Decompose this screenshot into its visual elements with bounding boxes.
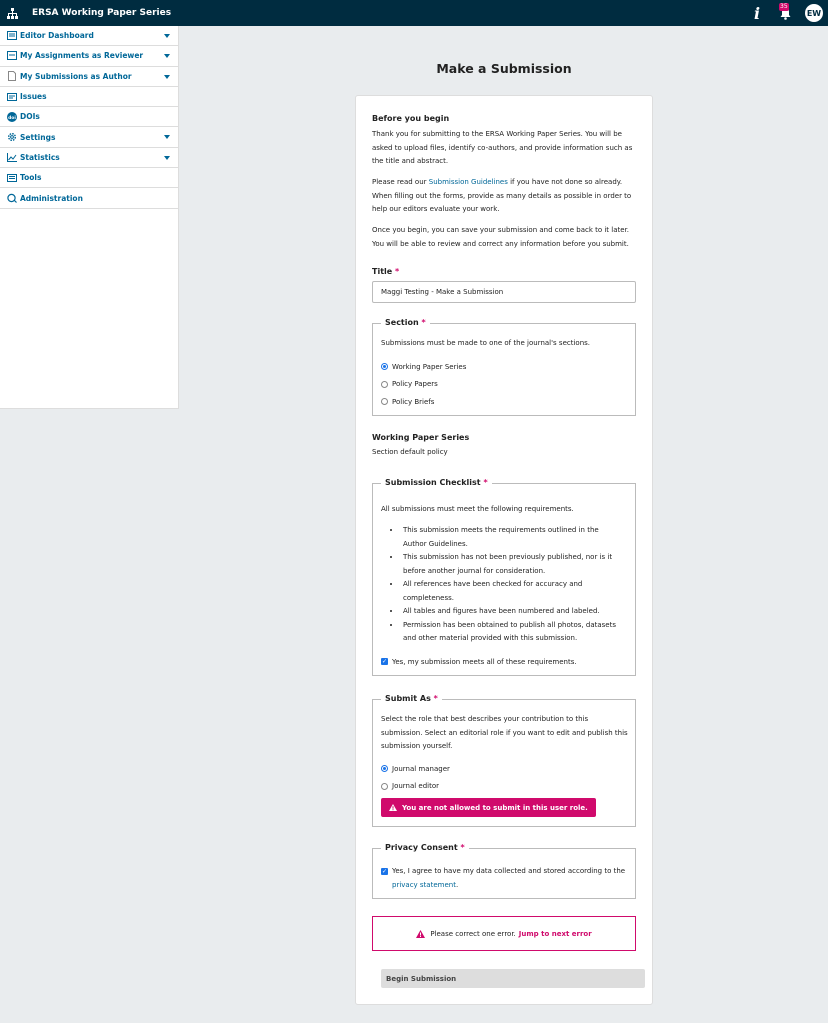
section-option-working-paper-series[interactable] xyxy=(381,358,466,376)
list-item: • This submission has not been previously published, nor is it before another journal for consideration. xyxy=(401,551,621,578)
sidebar-item-label: Issues xyxy=(20,92,47,102)
warning-icon xyxy=(389,804,397,811)
sidebar-item-dois[interactable] xyxy=(0,107,178,127)
sidebar-item-editor-dashboard[interactable] xyxy=(0,26,178,46)
radio-selected-icon[interactable] xyxy=(381,363,388,370)
checklist-legend-text: Submission Checklist xyxy=(385,478,481,487)
user-avatar[interactable]: EW xyxy=(805,4,823,22)
required-asterisk: * xyxy=(395,267,400,276)
svg-text:doi: doi xyxy=(7,115,16,121)
notification-count-badge: 35 xyxy=(780,3,788,10)
title-input[interactable]: Maggi Testing - Make a Submission xyxy=(372,281,636,303)
dashboard-icon xyxy=(6,30,17,41)
privacy-statement-link[interactable]: privacy statement xyxy=(392,880,456,889)
list-item: • This submission meets the requirements outlined in the Author Guidelines. xyxy=(401,524,621,551)
section-policy-heading: Working Paper Series xyxy=(372,433,470,442)
radio-icon[interactable] xyxy=(381,381,388,388)
checkbox-label: Yes, my submission meets all of these requirements. xyxy=(392,657,577,666)
radio-selected-icon[interactable] xyxy=(381,765,388,772)
save-later-paragraph: Once you begin, you can save your submission and come back to it later. You will be able to review and correct any information before you submit. xyxy=(372,226,630,248)
sidebar-item-label: DOIs xyxy=(20,112,40,122)
checklist-intro: All submissions must meet the following requirements. xyxy=(381,505,574,513)
submit-as-description: Select the role that best describes your contribution to this submission. Select an editorial role if you want to edit and publish this submission yourself. xyxy=(381,715,628,750)
required-asterisk: * xyxy=(433,694,438,703)
notifications-button[interactable] xyxy=(775,3,795,23)
chevron-down-icon[interactable] xyxy=(164,54,170,58)
sidebar-item-reviewer-assignments[interactable] xyxy=(0,46,178,66)
section-legend-text: Section xyxy=(385,318,419,327)
checkbox-checked-icon[interactable]: ✓ xyxy=(381,658,388,666)
radio-icon[interactable] xyxy=(381,783,388,790)
sidebar-item-label: Tools xyxy=(20,173,42,183)
submit-as-fieldset xyxy=(372,694,636,827)
required-asterisk: * xyxy=(421,318,426,327)
warning-icon xyxy=(416,930,425,938)
role-error-message xyxy=(381,798,596,817)
radio-label: Policy Briefs xyxy=(392,397,435,406)
privacy-legend xyxy=(381,843,469,852)
section-option-policy-briefs[interactable] xyxy=(381,393,466,411)
sidebar-item-tools[interactable] xyxy=(0,168,178,188)
begin-submission-button[interactable]: Begin Submission xyxy=(381,969,645,988)
required-asterisk: * xyxy=(483,478,488,487)
radio-label: Working Paper Series xyxy=(392,362,467,371)
tools-icon xyxy=(6,172,17,183)
sidebar-item-settings[interactable] xyxy=(0,127,178,147)
sidebar-item-label: Statistics xyxy=(20,152,60,162)
admin-icon xyxy=(6,193,17,204)
required-asterisk: * xyxy=(460,843,465,852)
review-icon xyxy=(6,50,17,61)
sidebar-item-label: My Assignments as Reviewer xyxy=(20,51,144,61)
submit-as-legend xyxy=(381,694,442,703)
sidebar-item-author-submissions[interactable] xyxy=(0,67,178,87)
site-title[interactable]: ERSA Working Paper Series xyxy=(32,8,172,18)
checklist-confirm[interactable] xyxy=(381,653,577,671)
gear-icon xyxy=(6,132,17,143)
chart-icon xyxy=(6,152,17,163)
document-icon xyxy=(6,71,17,82)
list-item: • All tables and figures have been numbered and labeled. xyxy=(401,605,621,619)
privacy-label xyxy=(392,865,631,892)
sidebar-item-administration[interactable] xyxy=(0,188,178,208)
list-item: • Permission has been obtained to publish all photos, datasets and other material provided with this submission. xyxy=(401,619,621,646)
sidebar-item-statistics[interactable] xyxy=(0,148,178,168)
submit-as-legend-text: Submit As xyxy=(385,694,431,703)
before-heading: Before you begin xyxy=(372,114,450,123)
doi-icon xyxy=(6,111,17,122)
top-header xyxy=(0,0,828,26)
sidebar-item-label: Administration xyxy=(20,193,83,203)
intro-paragraph: Thank you for submitting to the ERSA Working Paper Series. You will be asked to upload files, identify co-authors, and provide information such as the title and abstract. xyxy=(372,130,633,165)
chevron-down-icon[interactable] xyxy=(164,75,170,79)
guidelines-text-post: if you have not done so already. When filling out the forms, provide as many details as possible in order to help our editors evaluate your work. xyxy=(372,178,632,213)
checklist-fieldset xyxy=(372,478,636,676)
section-description: Submissions must be made to one of the journal's sections. xyxy=(381,339,591,347)
title-label-text: Title xyxy=(372,267,393,276)
info-icon[interactable]: i xyxy=(753,3,761,23)
radio-icon[interactable] xyxy=(381,398,388,405)
title-label xyxy=(372,267,399,276)
form-error-text: Please correct one error. xyxy=(430,929,516,938)
issues-icon xyxy=(6,91,17,102)
list-item: • All references have been checked for accuracy and completeness. xyxy=(401,578,621,605)
checklist-items xyxy=(381,524,621,646)
role-option-journal-editor[interactable] xyxy=(381,778,450,796)
checkbox-checked-icon[interactable]: ✓ xyxy=(381,868,388,875)
role-error-text: You are not allowed to submit in this user role. xyxy=(402,803,588,812)
privacy-fieldset xyxy=(372,843,636,899)
sidebar-nav xyxy=(0,26,179,409)
privacy-text-pre: Yes, I agree to have my data collected and stored according to the xyxy=(392,867,626,875)
sitemap-icon[interactable] xyxy=(0,0,24,26)
radio-label: Journal manager xyxy=(392,764,450,773)
radio-label: Journal editor xyxy=(392,782,440,791)
privacy-legend-text: Privacy Consent xyxy=(385,843,458,852)
sidebar-item-label: My Submissions as Author xyxy=(20,71,132,81)
role-option-journal-manager[interactable] xyxy=(381,760,450,778)
section-fieldset xyxy=(372,318,636,416)
submission-form-card xyxy=(355,95,653,1005)
sidebar-item-issues[interactable] xyxy=(0,87,178,107)
chevron-down-icon[interactable] xyxy=(164,34,170,38)
section-legend xyxy=(381,318,430,327)
section-option-policy-papers[interactable] xyxy=(381,376,466,394)
guidelines-text-pre: Please read our xyxy=(372,178,429,186)
form-error-summary xyxy=(372,916,636,951)
section-policy-text: Section default policy xyxy=(372,448,448,456)
radio-label: Policy Papers xyxy=(392,380,438,389)
guidelines-paragraph xyxy=(372,176,637,217)
jump-to-error-link[interactable]: Jump to next error xyxy=(518,929,592,938)
privacy-text-post: . xyxy=(455,880,459,889)
privacy-consent[interactable] xyxy=(381,865,631,892)
sidebar-item-label: Editor Dashboard xyxy=(20,31,94,41)
chevron-down-icon[interactable] xyxy=(164,156,170,160)
chevron-down-icon[interactable] xyxy=(164,135,170,139)
page-title: Make a Submission xyxy=(436,61,572,76)
checklist-legend xyxy=(381,478,492,487)
sidebar-item-label: Settings xyxy=(20,132,56,142)
submission-guidelines-link[interactable]: Submission Guidelines xyxy=(428,178,508,186)
